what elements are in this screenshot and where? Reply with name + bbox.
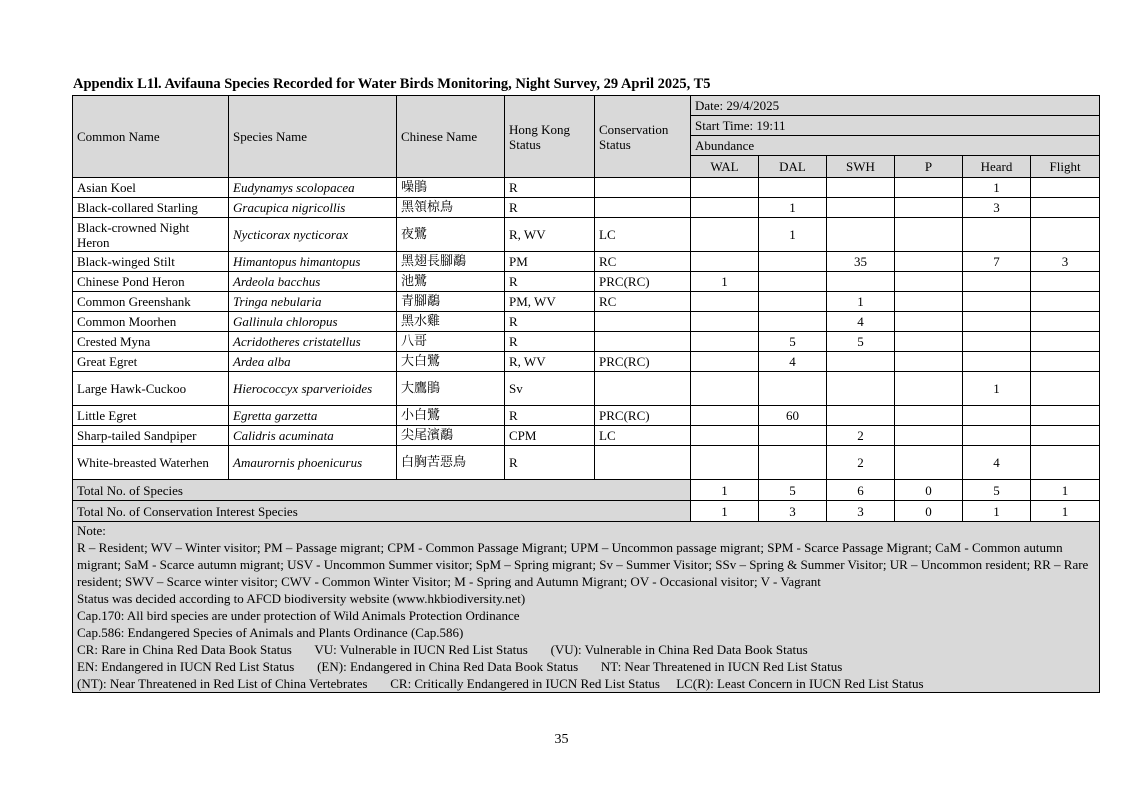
totals-value-cell: 1 (1031, 480, 1100, 501)
abundance-count-cell (963, 218, 1031, 252)
totals-row (73, 501, 1100, 522)
abundance-count-cell (895, 272, 963, 292)
hk-status-cell: R (505, 332, 595, 352)
totals-row (73, 480, 1100, 501)
hk-status-cell: PM (505, 252, 595, 272)
abundance-count-cell (691, 446, 759, 480)
abundance-count-cell: 35 (827, 252, 895, 272)
table-row (73, 312, 1100, 332)
common-name-cell: White-breasted Waterhen (73, 446, 229, 480)
chinese-name-cell: 尖尾濱鷸 (397, 426, 505, 446)
abundance-count-cell (827, 178, 895, 198)
common-name-cell: Crested Myna (73, 332, 229, 352)
conservation-status-cell (595, 332, 691, 352)
abundance-count-cell (895, 198, 963, 218)
abundance-count-cell (963, 352, 1031, 372)
totals-label: Total No. of Conservation Interest Species (73, 501, 691, 522)
abundance-column-header: P (895, 156, 963, 178)
totals-value-cell: 5 (759, 480, 827, 501)
note-line: EN: Endangered in IUCN Red List Status (EN): Endangered in China Red Data Book Status NT: Near Threatened in IUCN Red List Status (77, 659, 843, 674)
table-row (73, 446, 1100, 480)
abundance-count-cell: 2 (827, 446, 895, 480)
totals-label: Total No. of Species (73, 480, 691, 501)
header-date: Date: 29/4/2025 (691, 96, 1100, 116)
hk-status-cell: R, WV (505, 218, 595, 252)
header-start-time: Start Time: 19:11 (691, 116, 1100, 136)
totals-value-cell: 6 (827, 480, 895, 501)
hk-status-cell: R (505, 198, 595, 218)
species-name-cell: Ardea alba (229, 352, 397, 372)
abundance-count-cell (895, 372, 963, 406)
conservation-status-cell (595, 198, 691, 218)
abundance-count-cell (963, 426, 1031, 446)
totals-value-cell: 1 (691, 501, 759, 522)
common-name-cell: Chinese Pond Heron (73, 272, 229, 292)
note-line: Cap.586: Endangered Species of Animals and Plants Ordinance (Cap.586) (77, 625, 464, 640)
hk-status-cell: R (505, 312, 595, 332)
abundance-count-cell (691, 178, 759, 198)
abundance-count-cell (895, 178, 963, 198)
hk-status-cell: R (505, 272, 595, 292)
hk-status-cell: CPM (505, 426, 595, 446)
common-name-cell: Asian Koel (73, 178, 229, 198)
abundance-count-cell (1031, 406, 1100, 426)
abundance-count-cell (827, 218, 895, 252)
abundance-count-cell: 4 (759, 352, 827, 372)
common-name-cell: Black-winged Stilt (73, 252, 229, 272)
chinese-name-cell: 小白鷺 (397, 406, 505, 426)
table-row (73, 252, 1100, 272)
note-line: CR: Rare in China Red Data Book Status VU: Vulnerable in IUCN Red List Status (VU): Vulnerable in China Red Data Book Status (77, 642, 808, 657)
conservation-status-cell: LC (595, 426, 691, 446)
abundance-count-cell (963, 406, 1031, 426)
common-name-cell: Large Hawk-Cuckoo (73, 372, 229, 406)
conservation-status-cell: PRC(RC) (595, 406, 691, 426)
totals-value-cell: 3 (827, 501, 895, 522)
abundance-count-cell (691, 406, 759, 426)
note-line: Status was decided according to AFCD biodiversity website (www.hkbiodiversity.net) (77, 591, 526, 606)
abundance-count-cell (895, 426, 963, 446)
chinese-name-cell: 夜鷺 (397, 218, 505, 252)
abundance-count-cell (691, 292, 759, 312)
common-name-cell: Sharp-tailed Sandpiper (73, 426, 229, 446)
abundance-count-cell (827, 406, 895, 426)
chinese-name-cell: 大鷹鵑 (397, 372, 505, 406)
conservation-status-cell: PRC(RC) (595, 352, 691, 372)
abundance-count-cell (827, 198, 895, 218)
abundance-column-header: SWH (827, 156, 895, 178)
abundance-count-cell (691, 252, 759, 272)
abundance-count-cell (895, 352, 963, 372)
common-name-cell: Little Egret (73, 406, 229, 426)
totals-value-cell: 1 (691, 480, 759, 501)
abundance-count-cell (895, 292, 963, 312)
header-chinese-name: Chinese Name (397, 96, 505, 178)
abundance-count-cell (691, 332, 759, 352)
header-common-name: Common Name (73, 96, 229, 178)
abundance-count-cell (895, 312, 963, 332)
table-row (73, 198, 1100, 218)
abundance-count-cell (691, 372, 759, 406)
abundance-count-cell (1031, 372, 1100, 406)
abundance-count-cell (691, 198, 759, 218)
abundance-count-cell (895, 406, 963, 426)
abundance-count-cell (759, 252, 827, 272)
abundance-count-cell (1031, 446, 1100, 480)
abundance-count-cell (1031, 352, 1100, 372)
abundance-count-cell (1031, 198, 1100, 218)
abundance-count-cell (691, 218, 759, 252)
abundance-count-cell (895, 332, 963, 352)
species-name-cell: Gallinula chloropus (229, 312, 397, 332)
abundance-count-cell (759, 292, 827, 312)
abundance-count-cell (1031, 426, 1100, 446)
hk-status-cell: PM, WV (505, 292, 595, 312)
hk-status-cell: R (505, 406, 595, 426)
conservation-status-cell: RC (595, 252, 691, 272)
abundance-column-header: WAL (691, 156, 759, 178)
abundance-count-cell: 1 (963, 178, 1031, 198)
hk-status-cell: Sv (505, 372, 595, 406)
species-name-cell: Nycticorax nycticorax (229, 218, 397, 252)
abundance-count-cell (1031, 312, 1100, 332)
species-name-cell: Ardeola bacchus (229, 272, 397, 292)
table-row (73, 352, 1100, 372)
conservation-status-cell (595, 372, 691, 406)
abundance-count-cell: 4 (827, 312, 895, 332)
abundance-count-cell (827, 372, 895, 406)
abundance-count-cell (759, 426, 827, 446)
chinese-name-cell: 池鷺 (397, 272, 505, 292)
totals-value-cell: 0 (895, 480, 963, 501)
chinese-name-cell: 黑領椋鳥 (397, 198, 505, 218)
conservation-status-cell: PRC(RC) (595, 272, 691, 292)
chinese-name-cell: 青腳鷸 (397, 292, 505, 312)
abundance-count-cell: 60 (759, 406, 827, 426)
header-hk-status: Hong Kong Status (505, 96, 595, 178)
abundance-count-cell (1031, 218, 1100, 252)
abundance-count-cell (759, 272, 827, 292)
totals-value-cell: 3 (759, 501, 827, 522)
chinese-name-cell: 白胸苦惡鳥 (397, 446, 505, 480)
abundance-column-header: Flight (1031, 156, 1100, 178)
abundance-count-cell (895, 252, 963, 272)
table-row (73, 178, 1100, 198)
page-number: 35 (554, 732, 569, 747)
table-row (73, 426, 1100, 446)
note-line: Note: (77, 523, 106, 538)
abundance-count-cell (759, 446, 827, 480)
abundance-count-cell (1031, 292, 1100, 312)
note-line: R – Resident; WV – Winter visitor; PM – Passage migrant; CPM - Common Passage Migrant; UPM – Uncommon passage migrant; SPM - Scarce Passage Migrant; CaM - Common autumn migrant; SaM - Scarce autumn migrant; USV - Uncommon Summer visitor; SpM – Spring migrant; Sv – Summer Visitor; SSv – Spring & Summer Visitor; UR – Uncommon resident; RR – Rare resident; SWV – Scarce winter visitor; CWV - Common Winter Visitor; M - Spring and Autumn Migrant; OV - Occasional visitor; V - Vagrant (77, 540, 1092, 589)
abundance-count-cell (691, 352, 759, 372)
common-name-cell: Great Egret (73, 352, 229, 372)
totals-value-cell: 1 (1031, 501, 1100, 522)
conservation-status-cell (595, 178, 691, 198)
abundance-count-cell (759, 372, 827, 406)
table-row (73, 272, 1100, 292)
abundance-count-cell (691, 426, 759, 446)
header-conservation-status: Conservation Status (595, 96, 691, 178)
species-name-cell: Eudynamys scolopacea (229, 178, 397, 198)
abundance-count-cell (1031, 272, 1100, 292)
abundance-column-header: Heard (963, 156, 1031, 178)
species-name-cell: Egretta garzetta (229, 406, 397, 426)
totals-value-cell: 0 (895, 501, 963, 522)
common-name-cell: Black-collared Starling (73, 198, 229, 218)
common-name-cell: Common Greenshank (73, 292, 229, 312)
abundance-count-cell (827, 352, 895, 372)
table-row (73, 292, 1100, 312)
conservation-status-cell: LC (595, 218, 691, 252)
abundance-count-cell: 2 (827, 426, 895, 446)
species-name-cell: Himantopus himantopus (229, 252, 397, 272)
abundance-count-cell (963, 312, 1031, 332)
common-name-cell: Black-crowned Night Heron (73, 218, 229, 252)
note-line: (NT): Near Threatened in Red List of China Vertebrates CR: Critically Endangered in IUCN Red List Status LC(R): Least Concern in IUCN Red List Status (77, 676, 924, 691)
abundance-count-cell (895, 218, 963, 252)
abundance-column-header: DAL (759, 156, 827, 178)
hk-status-cell: R (505, 178, 595, 198)
hk-status-cell: R, WV (505, 352, 595, 372)
species-name-cell: Gracupica nigricollis (229, 198, 397, 218)
conservation-status-cell: RC (595, 292, 691, 312)
species-name-cell: Calidris acuminata (229, 426, 397, 446)
table-row (73, 332, 1100, 352)
totals-value-cell: 5 (963, 480, 1031, 501)
header-abundance: Abundance (691, 136, 1100, 156)
species-name-cell: Tringa nebularia (229, 292, 397, 312)
abundance-count-cell (963, 272, 1031, 292)
abundance-count-cell: 3 (963, 198, 1031, 218)
abundance-count-cell: 1 (759, 198, 827, 218)
chinese-name-cell: 噪鵑 (397, 178, 505, 198)
abundance-count-cell: 5 (759, 332, 827, 352)
conservation-status-cell (595, 446, 691, 480)
species-name-cell: Hierococcyx sparverioides (229, 372, 397, 406)
abundance-count-cell (1031, 332, 1100, 352)
abundance-count-cell (759, 312, 827, 332)
abundance-count-cell: 5 (827, 332, 895, 352)
abundance-count-cell: 1 (963, 372, 1031, 406)
table-row (73, 406, 1100, 426)
species-table (72, 95, 1100, 693)
abundance-count-cell: 1 (827, 292, 895, 312)
abundance-count-cell (895, 446, 963, 480)
hk-status-cell: R (505, 446, 595, 480)
abundance-count-cell: 1 (759, 218, 827, 252)
common-name-cell: Common Moorhen (73, 312, 229, 332)
abundance-count-cell (691, 312, 759, 332)
chinese-name-cell: 大白鷺 (397, 352, 505, 372)
page-title: Appendix L1l. Avifauna Species Recorded for Water Birds Monitoring, Night Survey, 29 April 2025, T5 (73, 76, 711, 92)
abundance-count-cell: 1 (691, 272, 759, 292)
chinese-name-cell: 黑翅長腳鷸 (397, 252, 505, 272)
header-species-name: Species Name (229, 96, 397, 178)
abundance-count-cell: 7 (963, 252, 1031, 272)
abundance-count-cell (759, 178, 827, 198)
abundance-count-cell (963, 292, 1031, 312)
abundance-count-cell: 4 (963, 446, 1031, 480)
chinese-name-cell: 黑水雞 (397, 312, 505, 332)
note-line: Cap.170: All bird species are under protection of Wild Animals Protection Ordinance (77, 608, 520, 623)
table-row (73, 218, 1100, 252)
abundance-count-cell (827, 272, 895, 292)
abundance-count-cell (963, 332, 1031, 352)
chinese-name-cell: 八哥 (397, 332, 505, 352)
abundance-count-cell (1031, 178, 1100, 198)
conservation-status-cell (595, 312, 691, 332)
table-row (73, 372, 1100, 406)
species-name-cell: Acridotheres cristatellus (229, 332, 397, 352)
notes-section (73, 522, 1100, 693)
abundance-count-cell: 3 (1031, 252, 1100, 272)
totals-value-cell: 1 (963, 501, 1031, 522)
species-name-cell: Amaurornis phoenicurus (229, 446, 397, 480)
